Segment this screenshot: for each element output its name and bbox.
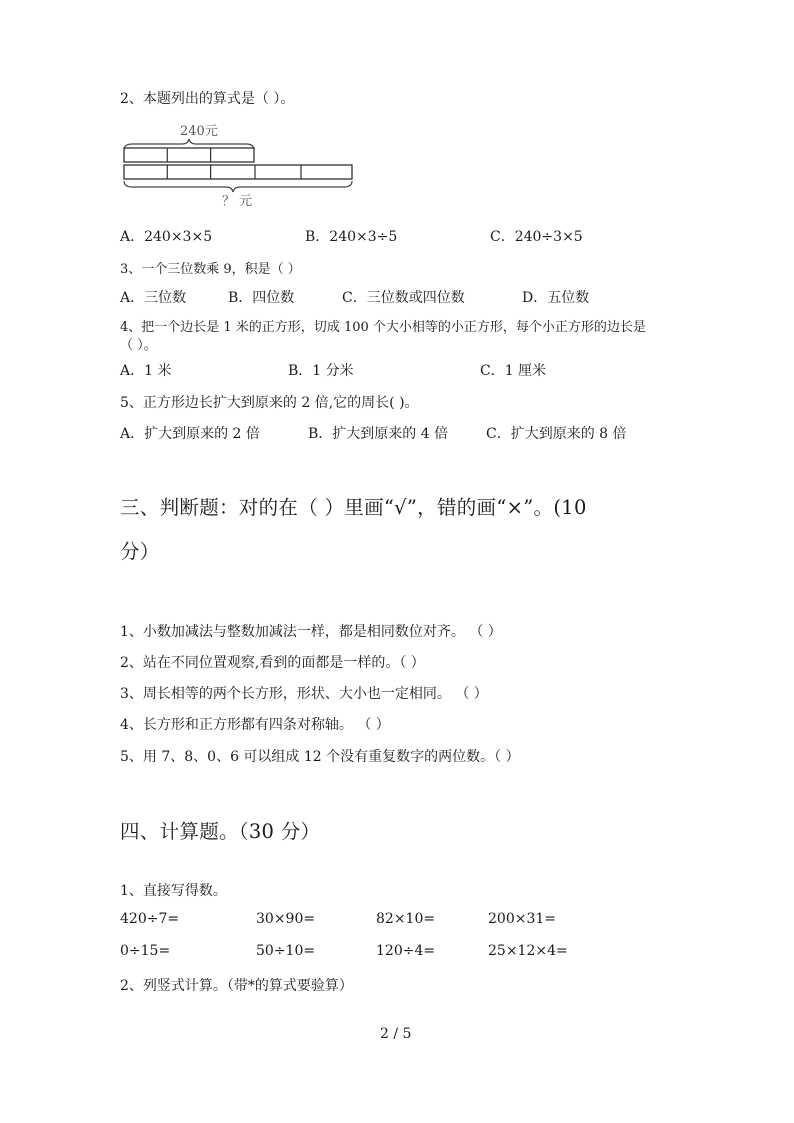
q2-stem: 2、本题列出的算式是（ ）。 bbox=[120, 91, 295, 107]
q4-stem-line1: 4、把一个边长是 1 米的正方形，切成 100 个大小相等的小正方形，每个小正方形的边长是 bbox=[120, 320, 646, 335]
calc-r1-c4: 200×31= bbox=[488, 911, 556, 927]
q3-option-d: D．五位数 bbox=[522, 290, 590, 306]
calc-r2-c3: 120÷4= bbox=[376, 943, 436, 959]
q3-option-a: A．三位数 bbox=[120, 290, 187, 306]
q3-option-b: B．四位数 bbox=[228, 290, 295, 306]
diagram-bottom-label: ？ 元 bbox=[222, 194, 253, 209]
section3-heading-line1: 三、判断题：对的在（ ）里画“√”，错的画“×”。(10 bbox=[120, 496, 587, 519]
bottom-brace bbox=[124, 181, 352, 192]
calc-r2-c2: 50÷10= bbox=[256, 943, 316, 959]
judge-item-5: 5、用 7、8、0、6 可以组成 12 个没有重复数字的两位数。（ ） bbox=[120, 749, 520, 765]
q2-option-c: C．240÷3×5 bbox=[490, 229, 583, 245]
calc-sub2: 2、列竖式计算。（带*的算式要验算） bbox=[120, 978, 353, 994]
q2-bar-diagram bbox=[118, 118, 358, 213]
q4-stem-line2: （ ）。 bbox=[120, 338, 157, 353]
q3-option-c: C．三位数或四位数 bbox=[342, 290, 465, 306]
calc-r1-c3: 82×10= bbox=[376, 911, 436, 927]
q5-option-b: B．扩大到原来的 4 倍 bbox=[308, 426, 449, 442]
q5-option-a: A．扩大到原来的 2 倍 bbox=[120, 426, 260, 442]
bottom-bar bbox=[124, 165, 352, 179]
diagram-top-label: 240元 bbox=[180, 124, 218, 139]
judge-item-4: 4、长方形和正方形都有四条对称轴。 （ ） bbox=[120, 717, 390, 733]
q4-option-c: C．1 厘米 bbox=[480, 363, 547, 379]
section4-heading: 四、计算题。（30 分） bbox=[120, 820, 321, 843]
q4-option-b: B．1 分米 bbox=[288, 363, 354, 379]
q2-option-a: A．240×3×5 bbox=[120, 229, 213, 245]
section3-heading-line2: 分） bbox=[120, 540, 160, 563]
q5-stem: 5、正方形边长扩大到原来的 2 倍,它的周长( )。 bbox=[120, 395, 419, 411]
calc-r1-c1: 420÷7= bbox=[120, 911, 180, 927]
calc-r1-c2: 30×90= bbox=[256, 911, 316, 927]
q5-option-c: C．扩大到原来的 8 倍 bbox=[486, 426, 627, 442]
page-number: 2 / 5 bbox=[380, 1026, 412, 1042]
q3-stem: 3、一个三位数乘 9，积是（ ） bbox=[120, 262, 301, 277]
judge-item-1: 1、小数加减法与整数加减法一样，都是相同数位对齐。 （ ） bbox=[120, 624, 502, 640]
top-bar bbox=[124, 148, 254, 162]
calc-sub1: 1、直接写得数。 bbox=[120, 883, 227, 899]
judge-item-2: 2、站在不同位置观察,看到的面都是一样的。（ ） bbox=[120, 655, 425, 671]
q4-option-a: A．1 米 bbox=[120, 363, 172, 379]
judge-item-3: 3、周长相等的两个长方形，形状、大小也一定相同。 （ ） bbox=[120, 686, 488, 702]
q2-option-b: B．240×3÷5 bbox=[305, 229, 398, 245]
calc-r2-c4: 25×12×4= bbox=[488, 943, 568, 959]
calc-r2-c1: 0÷15= bbox=[120, 943, 171, 959]
